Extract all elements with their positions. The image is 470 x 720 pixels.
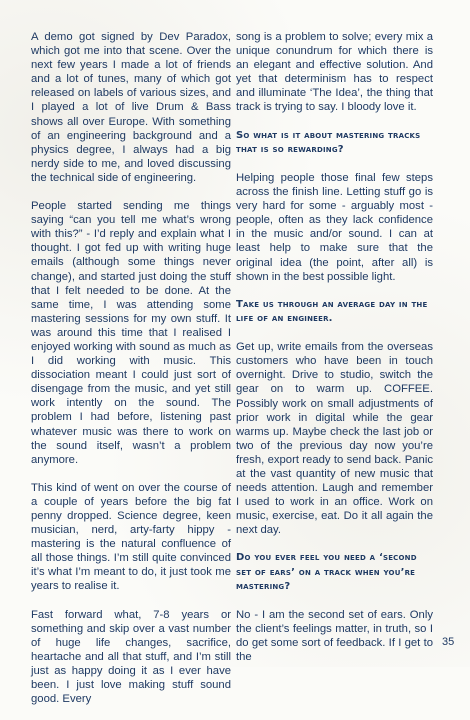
paragraph: Helping people those final few steps across the finish line. Letting stuff go is very hard for some - arguably most - people, often as they lack confidence in the music and/or sound. I can at least help to make sure that the original idea (the point, after all) is shown in the best possible light. — [236, 171, 433, 283]
paragraph: A demo got signed by Dev Paradox, which got me into that scene. Over the next few years I made a lot of friends and a lot of tunes, many of which got released on labels of various sizes, and I played a lot of live Drum & Bass shows all over Europe. With something of an engineering background and a physics degree, I always had a big nerdy side to me, and loved discussing the technical side of engineering. — [31, 31, 231, 184]
paragraph: Fast forward what, 7-8 years or something and skip over a vast number of huge life changes, sacrifice, heartache and all that stuff, and I’m still just as happy doing it as I ever have been. I just love making stuff sound good. Every — [31, 608, 231, 706]
paragraph: This kind of went on over the course of a couple of years before the big fat penny dropped. Science degree, keen musician, nerd, arty-farty hippy - mastering is the natural confluence of all those things. I’m still quite convinced it’s what I’m meant to do, it just took me years to realise it. — [31, 481, 231, 593]
page-number: 35 — [442, 636, 455, 648]
left-column — [31, 30, 231, 720]
paragraph: No - I am the second set of ears. Only the client’s feelings matter, in truth, so I do get some sort of feedback. If I get to the — [236, 609, 433, 664]
interview-question: Do you ever feel you need a ‘second set of ears’ on a track when you’re mastering? — [236, 552, 417, 592]
interview-question: Take us through an average day in the life of an engineer. — [236, 298, 428, 324]
interview-question: So what is it about mastering tracks that is so rewarding? — [236, 129, 421, 155]
paragraph: Get up, write emails from the overseas customers who have been in touch overnight. Drive to studio, switch the gear on to warm up. COFFEE. Possibly work on small adjustments of prior work in digital while the gear warms up. Maybe check the last job or two of the previous day now you’re fresh, export ready to send back. Panic at the vast quantity of new music that needs attention. Laugh and remember I used to work in an office. Work on music, exercise, eat. Do it all again the next day. — [236, 341, 433, 537]
paragraph: song is a problem to solve; every mix a unique conundrum for which there is an elegant and effective solution. And yet that determinism has to respect and illuminate ‘The Idea’, the thing that track is trying to say. I bloody love it. — [236, 31, 433, 114]
paragraph: People started sending me things saying “can you tell me what’s wrong with this?” - I’d reply and explain what I thought. I got fed up with writing huge emails (although some things never change), and started just doing the stuff that I felt needed to be done. At the same time, I was attending some mastering sessions for my own stuff. It was around this time that I realised I enjoyed working with sound as much as I did working with music. This dissociation meant I could just sort of disengage from the music, and yet still work intently on the sound. The problem I had before, listening past whatever music was there to work on the sound itself, wasn’t a problem anymore. — [31, 200, 231, 466]
right-column — [236, 30, 433, 678]
